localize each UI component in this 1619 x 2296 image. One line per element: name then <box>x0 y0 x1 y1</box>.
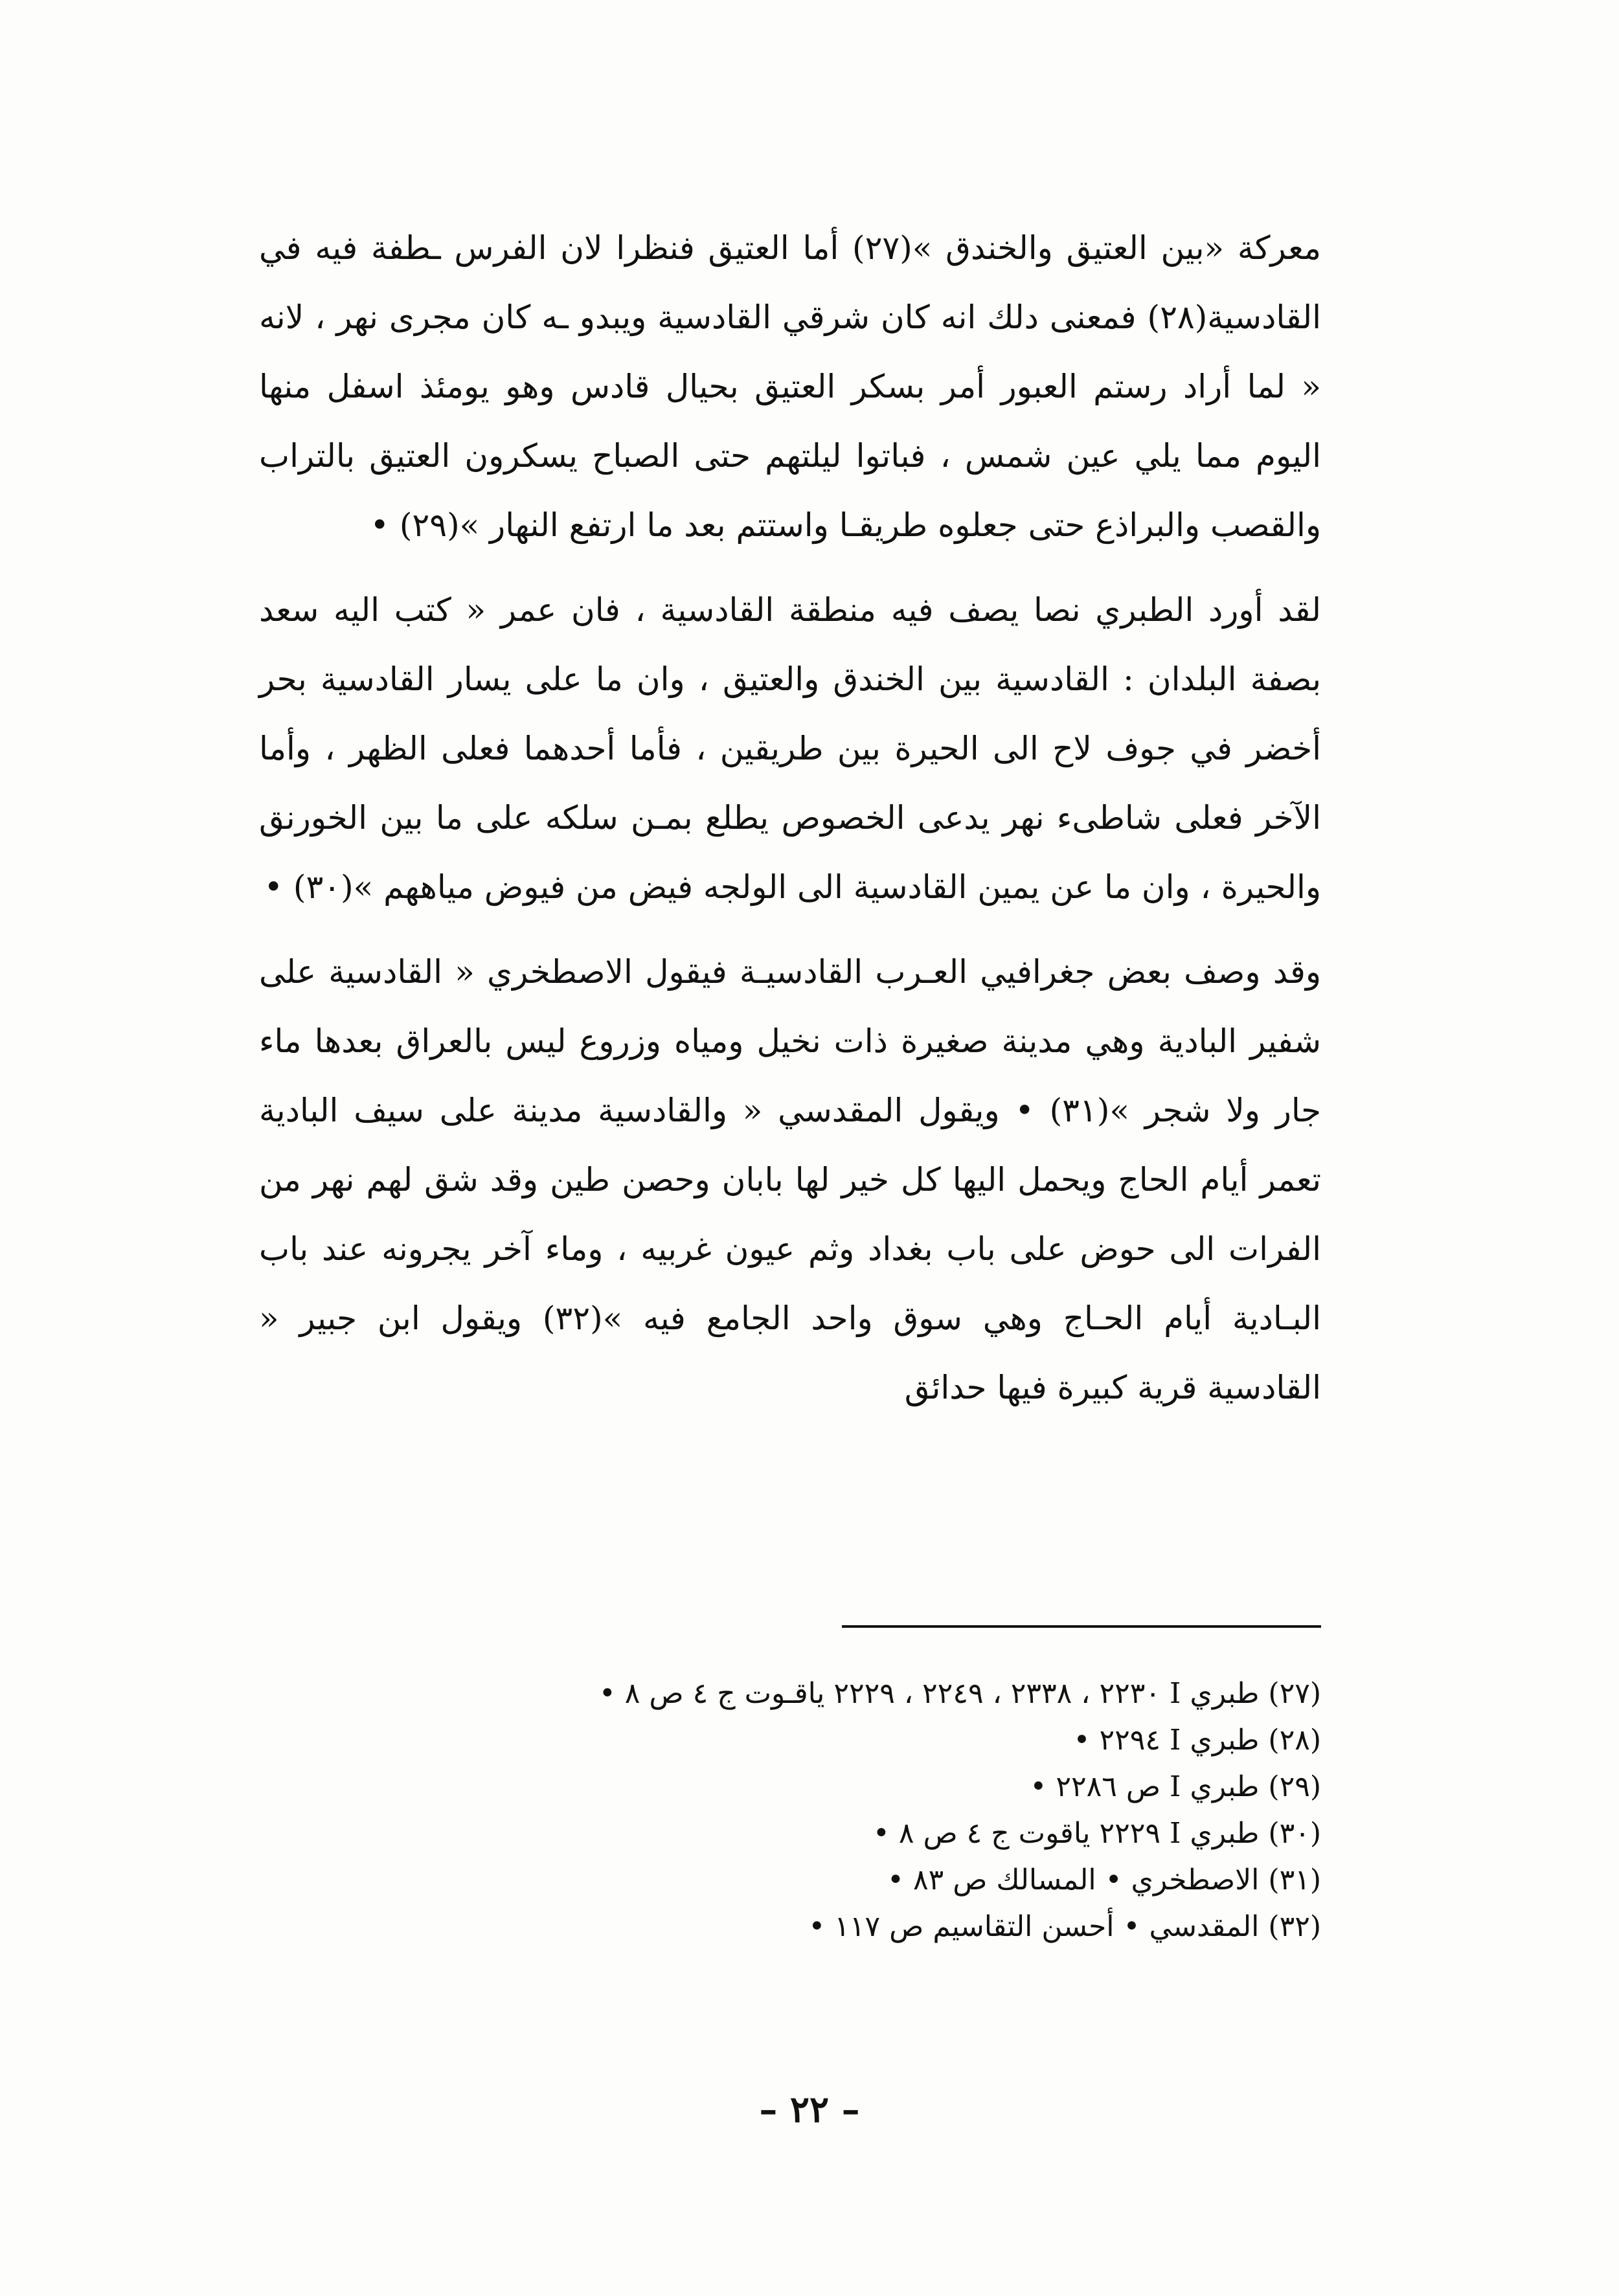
footnote-29: (٢٩) طبري I ص ٢٢٨٦ • <box>1030 1770 1321 1803</box>
footnote-27: (٢٧) طبري I ٢٢٣٠ ، ٢٣٣٨ ، ٢٢٤٩ ، ٢٢٢٩ ياقـوت ج ٤ ص ٨ • <box>598 1677 1321 1710</box>
footnote-28: (٢٨) طبري I ٢٢٩٤ • <box>1073 1724 1321 1757</box>
body-text <box>259 214 1321 1423</box>
footnote-32: (٣٢) المقدسي • أحسن التقاسيم ص ١١٧ • <box>808 1910 1321 1943</box>
footnote-divider <box>842 1625 1321 1628</box>
paragraph-2: لقد أورد الطبري نصا يصف فيه منطقة القادسية ، فان عمر « كتب اليه سعد بصفة البلدان : القادسية بين الخندق والعتيق ، وان ما على يسار القادسية بحر أخضر في جوف لاح الى الحيرة بين طريقين ، فأما أحدهما فعلى الظهر ، وأما الآخر فعلى شاطىء نهر يدعى الخصوص يطلع بمـن سلكه على ما بين الخورنق والحيرة ، وان ما عن يمين القادسية الى الولجه فيض من فيوض مياههم »(٣٠) • <box>259 591 1321 906</box>
paragraph-3: وقد وصف بعض جغرافيي العـرب القادسيـة فيقول الاصطخري « القادسية على شفير البادية وهي مدينة صغيرة ذات نخيل ومياه وزروع ليس بالعراق بعدها ماء جار ولا شجر »(٣١) • ويقول المقدسي « والقادسية مدينة على سيف البادية تعمر أيام الحاج ويحمل اليها كل خير لها بابان وحصن طين وقد شق لهم نهر من الفرات الى حوض على باب بغداد وثم عيون غربيه ، وماء آخر يجرونه عند باب البـادية أيام الحـاج وهي سوق واحد الجامع فيه »(٣٢) ويقول ابن جبير « القادسية قرية كبيرة فيها حدائق <box>259 953 1321 1406</box>
footnotes <box>285 1671 1321 1950</box>
footnote-31: (٣١) الاصطخري • المسالك ص ٨٣ • <box>887 1863 1321 1896</box>
paragraph-1: معركة «بين العتيق والخندق »(٢٧) أما العتيق فنظرا لان الفرس ـطفة فيه في القادسية(٢٨) فمعنى دلك انه كان شرقي القادسية ويبدو ـه كان مجرى نهر ، لانه « لما أراد رستم العبور أمر بسكر العتيق بحيال قادس وهو يومئذ اسفل منها اليوم مما يلي عين شمس ، فباتوا ليلتهم حتى الصباح يسكرون العتيق بالتراب والقصب والبراذع حتى جعلوه طريقـا واستتم بعد ما ارتفع النهار »(٢٩) • <box>259 229 1321 544</box>
footnote-30: (٣٠) طبري I ٢٢٢٩ ياقوت ج ٤ ص ٨ • <box>872 1817 1321 1850</box>
page-number: – ٢٢ – <box>759 2088 860 2131</box>
